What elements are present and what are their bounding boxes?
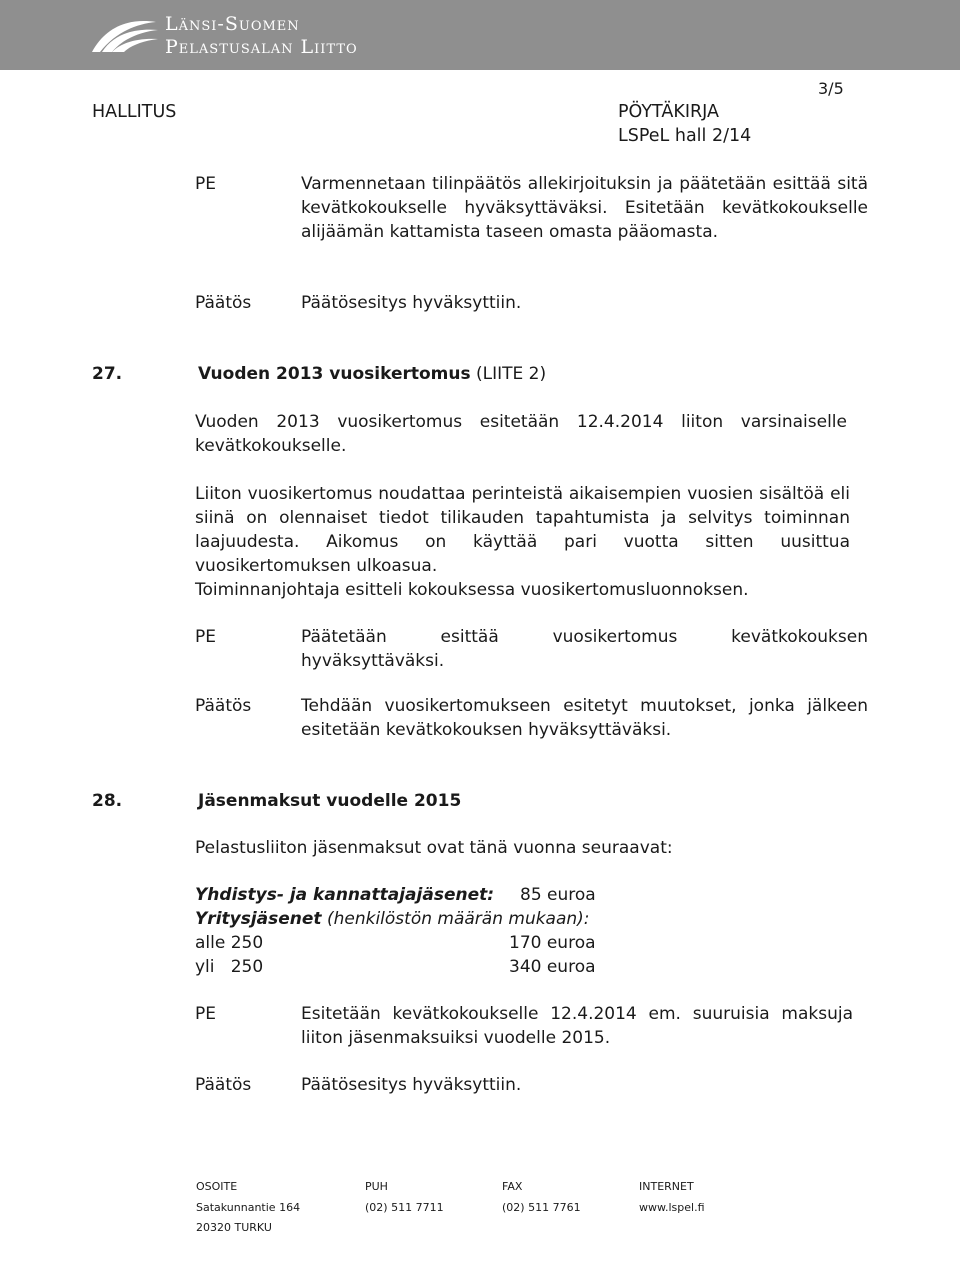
pe-label: PE (195, 174, 216, 194)
footer-address-heading: OSOITE (196, 1180, 238, 1193)
document-type: PÖYTÄKIRJA (618, 102, 719, 122)
fee-under-value: 170 euroa (509, 933, 596, 953)
paatos-label: Päätös (195, 293, 252, 313)
section-number: 27. (92, 364, 123, 384)
footer-website-link[interactable]: www.lspel.fi (639, 1201, 705, 1214)
fee-over-label: yli 250 (195, 957, 264, 977)
footer-phone-heading: PUH (365, 1180, 388, 1193)
section-number: 28. (92, 791, 123, 811)
board-name: HALLITUS (92, 102, 177, 122)
footer-address-line1: Satakunnantie 164 (196, 1201, 301, 1214)
paragraph: Vuoden 2013 vuosikertomus esitetään 12.4.2014 liiton varsinaiselle kevätkokoukselle. (195, 412, 847, 456)
paatos-label: Päätös (195, 1075, 252, 1095)
page-number: 3/5 (818, 79, 844, 98)
fee-under-label: alle 250 (195, 933, 264, 953)
section-attachment: (LIITE 2) (476, 364, 547, 384)
paatos-text: Päätösesitys hyväksyttiin. (301, 1075, 522, 1095)
brand-line-2: Pelastusalan Liitto (165, 36, 358, 58)
paatos-text: Tehdään vuosikertomukseen esitetyt muutokset, jonka jälkeen esitetään kevätkokouksen hyväksyttäväksi. (301, 696, 868, 740)
pe-text: Päätetään esittää vuosikertomus kevätkokouksen hyväksyttäväksi. (301, 627, 868, 671)
fee-over-value: 340 euroa (509, 957, 596, 977)
pe-label: PE (195, 627, 216, 647)
organization-logo (88, 12, 160, 56)
fee-members-label: Yhdistys- ja kannattajajäsenet: (195, 885, 495, 905)
pe-label: PE (195, 1004, 216, 1024)
footer-address-line2: 20320 TURKU (196, 1221, 272, 1234)
fee-companies-label: Yritysjäsenet (195, 909, 322, 929)
section-heading (198, 362, 546, 386)
footer-phone: (02) 511 7711 (365, 1201, 444, 1214)
section-title: Jäsenmaksut vuodelle 2015 (198, 791, 462, 811)
fee-companies-note: (henkilöstön määrän mukaan): (321, 909, 590, 929)
footer-fax: (02) 511 7761 (502, 1201, 581, 1214)
paatos-text: Päätösesitys hyväksyttiin. (301, 293, 522, 313)
paatos-label: Päätös (195, 696, 252, 716)
footer-internet-heading: INTERNET (639, 1180, 694, 1193)
fee-companies-heading (195, 907, 590, 931)
pe-text: Esitetään kevätkokoukselle 12.4.2014 em. suuruisia maksuja liiton jäsenmaksuiksi vuodelle 2015. (301, 1004, 853, 1048)
fee-members-value: 85 euroa (520, 885, 596, 905)
footer-fax-heading: FAX (502, 1180, 523, 1193)
letterhead-banner (0, 0, 960, 70)
section-title: Vuoden 2013 vuosikertomus (198, 364, 471, 384)
meeting-id: LSPeL hall 2/14 (618, 126, 752, 146)
brand-line-1: Länsi-Suomen (165, 13, 300, 35)
paragraph: Toiminnanjohtaja esitteli kokouksessa vuosikertomusluonnoksen. (195, 580, 749, 600)
paragraph: Pelastusliiton jäsenmaksut ovat tänä vuonna seuraavat: (195, 838, 673, 858)
paragraph: Liiton vuosikertomus noudattaa perinteistä aikaisempien vuosien sisältöä eli siinä on olennaiset tiedot tilikauden tapahtumista ja selvitys toiminnan laajuudesta. Aikomus on käyttää pari vuotta sitten uusittua vuosikertomuksen ulkoasua. (195, 484, 850, 576)
pe-text: Varmennetaan tilinpäätös allekirjoituksin ja päätetään esittää sitä kevätkokoukselle hyväksyttäväksi. Esitetään kevätkokoukselle alijäämän kattamista taseen omasta pääomasta. (301, 174, 868, 242)
